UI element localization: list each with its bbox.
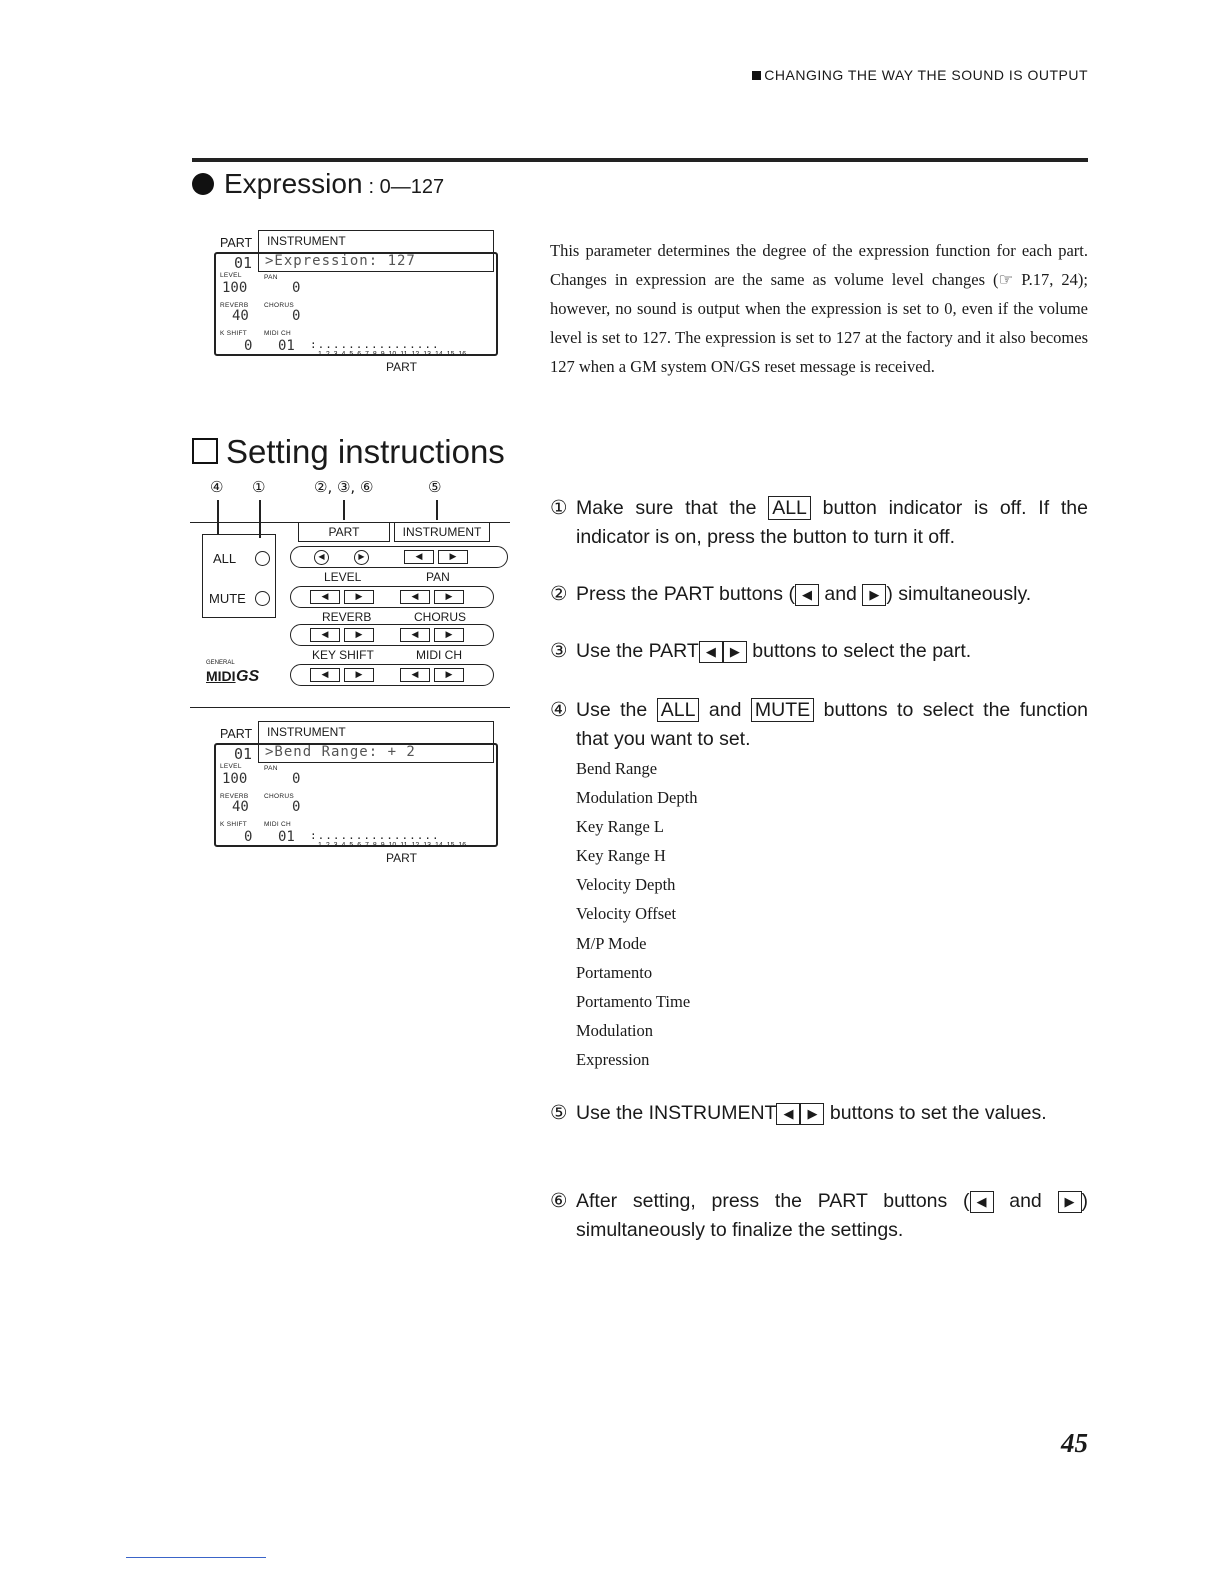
lcd-tab-part: PART — [220, 236, 253, 250]
step-6 — [550, 1187, 1088, 1245]
step-2-number: ② — [550, 583, 568, 605]
step-6-text-b: ) simultaneously to finalize the settings. — [576, 1190, 1089, 1241]
function-item: Velocity Offset — [576, 904, 677, 924]
running-head — [0, 67, 1088, 83]
lcd-pan-value: 0 — [292, 771, 301, 787]
square-bullet-icon — [752, 71, 761, 80]
lcd-midich-value: 01 — [278, 829, 295, 845]
lcd-part-numbers: 1 2 3 4 5 6 7 8 9 10 11 12 13 14 15 16 — [318, 842, 467, 849]
reverb-right-button[interactable]: ▶ — [344, 628, 374, 642]
function-item: Velocity Depth — [576, 875, 676, 895]
mute-key-icon: MUTE — [751, 698, 814, 722]
setting-title: Setting instructions — [226, 433, 505, 470]
control-panel-diagram — [190, 478, 520, 708]
midich-left-button[interactable]: ◀ — [400, 668, 430, 682]
lcd-kshift-value: 0 — [244, 338, 253, 354]
step-4-number: ④ — [550, 699, 568, 721]
level-right-button[interactable]: ▶ — [344, 590, 374, 604]
function-item: Key Range H — [576, 846, 666, 866]
function-item: Expression — [576, 1049, 650, 1069]
step-3 — [550, 637, 1088, 666]
pan-right-button[interactable]: ▶ — [434, 590, 464, 604]
lcd-part-meter: :................ — [310, 338, 440, 351]
midich-caption: MIDI CH — [416, 648, 462, 662]
keyshift-left-button[interactable]: ◀ — [310, 668, 340, 682]
reverb-left-button[interactable]: ◀ — [310, 628, 340, 642]
step-5-text-a: Use the INSTRUMENT — [576, 1102, 777, 1124]
function-item: Bend Range — [576, 759, 658, 778]
step-2-text-b: ) simultaneously. — [886, 583, 1032, 605]
step-3-text-b: buttons to select the part. — [752, 640, 972, 662]
section-rule — [192, 158, 1088, 162]
lcd-part-numbers: 1 2 3 4 5 6 7 8 9 10 11 12 13 14 15 16 — [318, 351, 467, 358]
panel-instrument-label: INSTRUMENT — [394, 522, 490, 542]
lcd-part-number: 01 — [234, 745, 253, 763]
keyshift-right-button[interactable]: ▶ — [344, 668, 374, 682]
level-left-button[interactable]: ◀ — [310, 590, 340, 604]
lcd-label-midich: MIDI CH — [264, 821, 292, 828]
function-item: Modulation — [576, 1020, 653, 1040]
expression-paragraph: This parameter determines the degree of the expression function for each part. Changes in expression are the same as volume level changes (☞ P.17, 24); however, no sound is output when the expression is set to 0, even if the volume level is set to 127. The expression is set to 127 at the factory and it also becomes 127 when a GM system ON/GS reset message is received. — [550, 241, 1088, 376]
pan-caption: PAN — [426, 570, 450, 584]
page-number: 45 — [1061, 1428, 1088, 1458]
lcd-chorus-value: 0 — [292, 308, 301, 324]
lcd-label-kshift: K SHIFT — [220, 330, 248, 337]
lcd-label-level: LEVEL — [220, 272, 242, 279]
level-caption: LEVEL — [324, 570, 362, 584]
lcd-bottom-label: PART — [386, 360, 417, 374]
lcd-parameter-line: >Bend Range: + 2 — [258, 743, 494, 763]
step-1 — [550, 494, 1088, 552]
step-4 — [550, 696, 1088, 754]
footer-rule — [126, 1557, 266, 1558]
step-4-text-b: buttons to select the function that you want to set. — [576, 699, 1089, 750]
function-item: M/P Mode — [576, 933, 647, 953]
lcd-label-chorus: CHORUS — [264, 302, 294, 309]
all-key-icon: ALL — [768, 496, 811, 520]
step-1-number: ① — [550, 497, 568, 519]
lcd-label-reverb: REVERB — [220, 302, 249, 309]
midi-logo: MIDI — [206, 668, 236, 684]
lcd-level-value: 100 — [222, 771, 248, 787]
callout-1: ① — [252, 478, 266, 496]
leader-line-5 — [436, 500, 438, 520]
left-arrow-key-icon: ◀ — [970, 1191, 994, 1213]
step-5 — [550, 1099, 1088, 1128]
step-4-and: and — [708, 699, 742, 721]
expression-title: Expression — [224, 168, 363, 199]
setting-heading — [192, 433, 505, 471]
lcd-screen-bend-range — [214, 721, 504, 871]
callout-2-3-6: ②, ③, ⑥ — [314, 478, 374, 496]
right-arrow-key-icon: ▶ — [862, 584, 886, 606]
lcd-tab-part: PART — [220, 727, 253, 741]
right-arrow-key-icon: ▶ — [800, 1103, 824, 1125]
mute-label: MUTE — [209, 591, 246, 606]
step-5-number: ⑤ — [550, 1102, 568, 1124]
step-1-text-b: button indicator is off. If the indicator is on, press the button to turn it off. — [576, 497, 1088, 548]
all-indicator-button[interactable] — [255, 551, 270, 566]
lcd-part-meter: :................ — [310, 829, 440, 842]
function-list — [576, 754, 697, 1074]
reverb-caption: REVERB — [322, 610, 372, 624]
keyshift-caption: KEY SHIFT — [312, 648, 374, 662]
part-right-button[interactable]: ▶ — [354, 550, 369, 565]
lcd-tab-instrument: INSTRUMENT — [258, 721, 494, 743]
all-label: ALL — [213, 551, 237, 566]
filled-circle-bullet-icon — [192, 173, 214, 195]
lcd-label-chorus: CHORUS — [264, 793, 294, 800]
panel-part-label: PART — [298, 522, 390, 542]
callout-5: ⑤ — [428, 478, 442, 496]
chorus-right-button[interactable]: ▶ — [434, 628, 464, 642]
expression-range: : 0—127 — [368, 176, 445, 198]
lcd-pan-value: 0 — [292, 280, 301, 296]
step-5-text-b: buttons to set the values. — [829, 1102, 1047, 1124]
lcd-part-number: 01 — [234, 254, 253, 272]
step-3-text-a: Use the PART — [576, 640, 699, 662]
step-2-and: and — [824, 583, 857, 605]
lcd-reverb-value: 40 — [232, 799, 249, 815]
step-4-text-a: Use the — [576, 699, 648, 721]
midich-right-button[interactable]: ▶ — [434, 668, 464, 682]
leader-line-2 — [343, 500, 345, 520]
lcd-label-pan: PAN — [264, 765, 278, 772]
lcd-bottom-label: PART — [386, 851, 417, 865]
right-arrow-key-icon: ▶ — [1058, 1191, 1082, 1213]
step-3-number: ③ — [550, 640, 568, 662]
pan-left-button[interactable]: ◀ — [400, 590, 430, 604]
right-arrow-key-icon: ▶ — [723, 641, 747, 663]
left-arrow-key-icon: ◀ — [795, 584, 819, 606]
step-2 — [550, 580, 1088, 609]
hollow-square-bullet-icon — [192, 438, 218, 464]
function-item: Portamento — [576, 962, 653, 982]
lcd-label-pan: PAN — [264, 274, 278, 281]
mute-indicator-button[interactable] — [255, 591, 270, 606]
running-head-text: CHANGING THE WAY THE SOUND IS OUTPUT — [764, 67, 1088, 83]
all-mute-box — [202, 534, 276, 618]
expression-heading — [192, 168, 444, 200]
step-2-text-a: Press the PART buttons ( — [576, 583, 795, 605]
function-item: Key Range L — [576, 817, 664, 837]
function-item: Modulation Depth — [576, 788, 698, 808]
lcd-screen-expression — [214, 230, 504, 380]
lcd-label-midich: MIDI CH — [264, 330, 292, 337]
lcd-kshift-value: 0 — [244, 829, 253, 845]
left-arrow-key-icon: ◀ — [699, 641, 723, 663]
step-6-and: and — [1009, 1190, 1042, 1212]
part-left-button[interactable]: ◀ — [314, 550, 329, 565]
step-6-text-a: After setting, press the PART buttons ( — [576, 1190, 970, 1212]
lcd-reverb-value: 40 — [232, 308, 249, 324]
instrument-left-button[interactable]: ◀ — [404, 550, 434, 564]
lcd-label-reverb: REVERB — [220, 793, 249, 800]
function-item: Portamento Time — [576, 991, 691, 1011]
instrument-right-button[interactable]: ▶ — [438, 550, 468, 564]
step-1-text-a: Make sure that the — [576, 497, 757, 519]
logo-general-text: GENERAL — [206, 660, 235, 666]
lcd-level-value: 100 — [222, 280, 248, 296]
chorus-left-button[interactable]: ◀ — [400, 628, 430, 642]
lcd-parameter-line: >Expression: 127 — [258, 252, 494, 272]
step-6-number: ⑥ — [550, 1190, 568, 1212]
left-arrow-key-icon: ◀ — [776, 1103, 800, 1125]
callout-4: ④ — [210, 478, 224, 496]
lcd-tab-instrument: INSTRUMENT — [258, 230, 494, 252]
chorus-caption: CHORUS — [414, 610, 467, 624]
lcd-midich-value: 01 — [278, 338, 295, 354]
lcd-label-kshift: K SHIFT — [220, 821, 248, 828]
gs-logo: GS — [236, 668, 260, 685]
lcd-chorus-value: 0 — [292, 799, 301, 815]
lcd-label-level: LEVEL — [220, 763, 242, 770]
all-key-icon: ALL — [657, 698, 700, 722]
